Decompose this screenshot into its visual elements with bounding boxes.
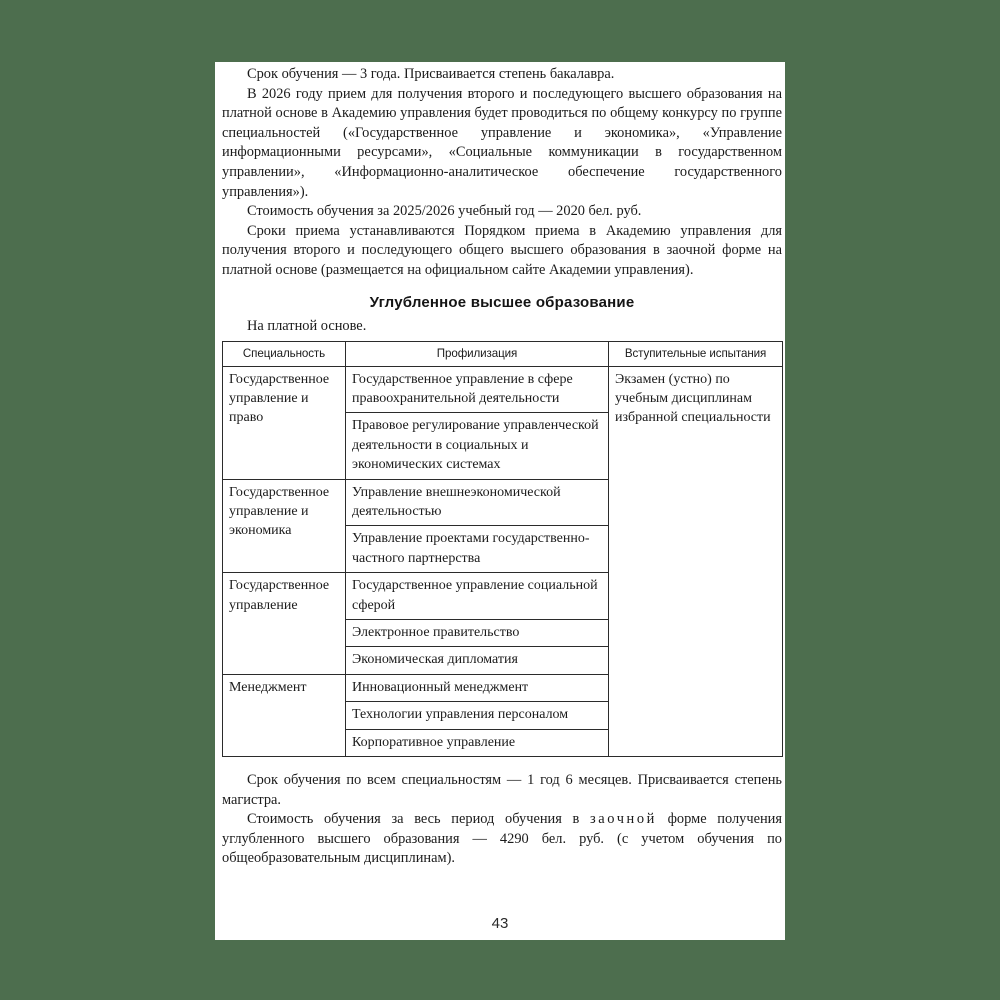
cell-profile: Правовое регулирование управленческой деятельности в социальных и экономических системах: [346, 413, 609, 479]
table-body: [223, 366, 783, 757]
column-header-specialty: Специальность: [223, 341, 346, 366]
table-header-row: [223, 341, 783, 366]
section-note-paid-basis: На платной основе.: [247, 317, 367, 334]
specialties-table: [222, 341, 783, 758]
cell-profile: Управление проектами государственно-частного партнерства: [346, 526, 609, 573]
page-number: 43: [491, 915, 509, 932]
cell-exam-requirements: Экзамен (устно) по учебным дисциплинам избранной специальности: [609, 366, 783, 757]
cell-profile: Инновационный менеджмент: [346, 674, 609, 701]
section-heading-advanced-education: Углубленное высшее образование: [369, 293, 635, 311]
cell-profile: Управление внешнеэкономической деятельностью: [346, 479, 609, 526]
total-cost-text-before: Стоимость обучения за весь период обучения в: [247, 811, 590, 828]
document-page: [215, 62, 785, 940]
cell-specialty: Менеджмент: [223, 674, 346, 756]
cell-specialty: Государственное управление и экономика: [223, 479, 346, 573]
total-cost-text-after: форме получения углубленного высшего образования — 4290 бел. руб. (с учетом обучения по общеобразовательным дисциплинам).: [222, 811, 783, 867]
paragraph-admission-2026: В 2026 году прием для получения второго и последующего высшего образования на платной основе в Академию управления будет проводиться по общему конкурсу по группе специальностей («Государственное управление и экономика», «Управление информационными ресурсами», «Социальные коммуникации в государственном управлении», «Информационно-аналитическое обеспечение государственного управления»).: [222, 85, 782, 200]
column-header-exam: Вступительные испытания: [609, 341, 783, 366]
page-content: [222, 62, 782, 869]
table-row: [223, 366, 783, 413]
cell-profile: Государственное управление социальной сферой: [346, 573, 609, 620]
paragraph-admission-terms: Сроки приема устанавливаются Порядком приема в Академию управления для получения второго и последующего общего высшего образования в заочной форме на платной основе (размещается на официальном сайте Академии управления).: [222, 222, 782, 278]
cell-profile: Государственное управление в сфере правоохранительной деятельности: [346, 366, 609, 413]
paragraph-master-duration: Срок обучения по всем специальностям — 1 год 6 месяцев. Присваивается степень магистра.: [222, 772, 782, 808]
cell-profile: Корпоративное управление: [346, 729, 609, 756]
paragraph-duration: Срок обучения — 3 года. Присваивается степень бакалавра.: [247, 66, 615, 82]
cell-profile: Электронное правительство: [346, 620, 609, 647]
paragraph-tuition-cost: Стоимость обучения за 2025/2026 учебный год — 2020 бел. руб.: [247, 203, 642, 220]
cell-profile: Экономическая дипломатия: [346, 647, 609, 674]
cell-specialty: Государственное управление: [223, 573, 346, 675]
total-cost-text-emphasis: заочной: [590, 811, 657, 828]
cell-profile: Технологии управления персоналом: [346, 702, 609, 729]
paragraph-total-cost: [222, 810, 782, 869]
table-head: [223, 341, 783, 366]
column-header-profile: Профилизация: [346, 341, 609, 366]
cell-specialty: Государственное управление и право: [223, 366, 346, 479]
intro-block: [222, 62, 782, 281]
